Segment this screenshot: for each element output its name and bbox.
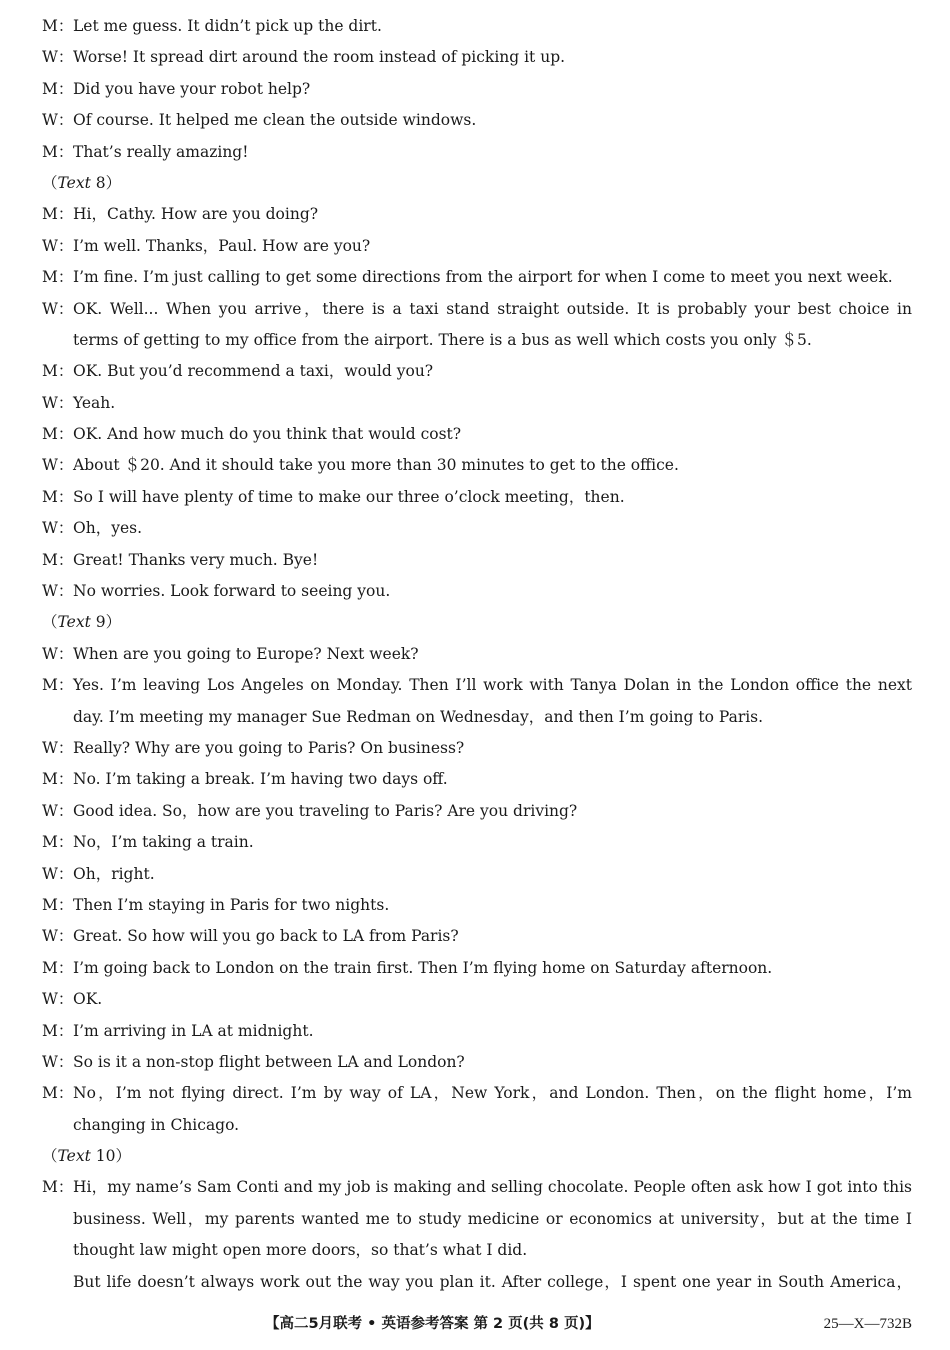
dialogue-text: No，I’m taking a train. bbox=[73, 833, 254, 852]
dialogue-text: Great. So how will you go back to LA from Paris? bbox=[73, 927, 459, 946]
dialogue-line bbox=[42, 733, 912, 764]
dialogue-line bbox=[42, 576, 912, 607]
speaker-label: M： bbox=[42, 1021, 74, 1040]
speaker-label: W： bbox=[42, 299, 74, 318]
dialogue-text: Oh，right. bbox=[73, 864, 155, 883]
dialogue-line bbox=[42, 796, 912, 827]
dialogue-line bbox=[42, 199, 912, 230]
speaker-label: W： bbox=[42, 990, 74, 1009]
speaker-label: M： bbox=[42, 770, 74, 789]
dialogue-continuation-line bbox=[42, 1110, 912, 1141]
dialogue-line bbox=[42, 1172, 912, 1203]
dialogue-line bbox=[42, 356, 912, 387]
section-paren: （ bbox=[42, 613, 58, 632]
dialogue-line bbox=[42, 639, 912, 670]
dialogue-text: So I will have plenty of time to make our three o’clock meeting，then. bbox=[73, 487, 625, 506]
dialogue-text: No，I’m not flying direct. I’m by way of LA，New York，and London. Then，on the flight home，I’m bbox=[73, 1084, 912, 1103]
dialogue-line bbox=[42, 764, 912, 795]
speaker-label: W： bbox=[42, 927, 74, 946]
speaker-label: M： bbox=[42, 142, 74, 161]
dialogue-text: thought law might open more doors，so that’s what I did. bbox=[73, 1241, 528, 1260]
section-header bbox=[42, 168, 912, 199]
dialogue-line bbox=[42, 450, 912, 481]
dialogue-line bbox=[42, 11, 912, 42]
dialogue-text: I’m going back to London on the train first. Then I’m flying home on Saturday afternoon. bbox=[73, 958, 773, 977]
speaker-label: W： bbox=[42, 582, 74, 601]
dialogue-text: Hi，my name’s Sam Conti and my job is making and selling chocolate. People often ask how I got into this bbox=[73, 1178, 912, 1197]
speaker-label: W： bbox=[42, 864, 74, 883]
dialogue-text: OK. But you’d recommend a taxi，would you? bbox=[73, 362, 434, 381]
speaker-label: M： bbox=[42, 362, 74, 381]
speaker-label: M： bbox=[42, 550, 74, 569]
dialogue-text: No. I’m taking a break. I’m having two days off. bbox=[73, 770, 448, 789]
dialogue-text: Of course. It helped me clean the outside windows. bbox=[73, 111, 477, 130]
dialogue-text: Yes. I’m leaving Los Angeles on Monday. Then I’ll work with Tanya Dolan in the London office the next bbox=[73, 676, 912, 695]
dialogue-line bbox=[42, 105, 912, 136]
dialogue-text: OK. bbox=[73, 990, 103, 1009]
dialogue-text: OK. And how much do you think that would cost? bbox=[73, 425, 462, 444]
section-label: Text bbox=[57, 173, 91, 192]
dialogue-text: changing in Chicago. bbox=[73, 1115, 240, 1134]
dialogue-text: Hi，Cathy. How are you doing? bbox=[73, 205, 319, 224]
section-paren: （ bbox=[42, 173, 58, 192]
section-label: Text bbox=[57, 613, 91, 632]
dialogue-text: Oh，yes. bbox=[73, 519, 143, 538]
dialogue-text: I’m arriving in LA at midnight. bbox=[73, 1021, 314, 1040]
speaker-label: M： bbox=[42, 268, 74, 287]
dialogue-text: When are you going to Europe? Next week? bbox=[73, 644, 419, 663]
dialogue-line bbox=[42, 231, 912, 262]
dialogue-text: Really? Why are you going to Paris? On business? bbox=[73, 738, 465, 757]
speaker-label: W： bbox=[42, 519, 74, 538]
speaker-label: M： bbox=[42, 895, 74, 914]
dialogue-continuation-line bbox=[42, 1204, 912, 1235]
dialogue-text: That’s really amazing! bbox=[73, 142, 249, 161]
speaker-label: W： bbox=[42, 456, 74, 475]
section-header bbox=[42, 607, 912, 638]
dialogue-line bbox=[42, 984, 912, 1015]
dialogue-continuation-line bbox=[42, 702, 912, 733]
dialogue-line bbox=[42, 827, 912, 858]
dialogue-line bbox=[42, 388, 912, 419]
dialogue-text: No worries. Look forward to seeing you. bbox=[73, 582, 391, 601]
dialogue-text: So is it a non-stop flight between LA and London? bbox=[73, 1052, 465, 1071]
dialogue-continuation-line bbox=[42, 325, 912, 356]
speaker-label: W： bbox=[42, 1052, 74, 1071]
speaker-label: W： bbox=[42, 48, 74, 67]
dialogue-text: terms of getting to my office from the airport. There is a bus as well which costs you only ＄5. bbox=[73, 330, 812, 349]
speaker-label: M： bbox=[42, 425, 74, 444]
section-header bbox=[42, 1141, 912, 1172]
dialogue-line bbox=[42, 42, 912, 73]
dialogue-line bbox=[42, 294, 912, 325]
dialogue-text: But life doesn’t always work out the way you plan it. After college，I spent one year in South America， bbox=[73, 1272, 912, 1291]
dialogue-text: I’m well. Thanks，Paul. How are you? bbox=[73, 236, 371, 255]
dialogue-line bbox=[42, 262, 912, 293]
dialogue-line bbox=[42, 953, 912, 984]
section-number: 9） bbox=[90, 613, 122, 632]
speaker-label: W： bbox=[42, 801, 74, 820]
dialogue-line bbox=[42, 513, 912, 544]
speaker-label: M： bbox=[42, 833, 74, 852]
dialogue-text: Good idea. So，how are you traveling to Paris? Are you driving? bbox=[73, 801, 578, 820]
speaker-label: M： bbox=[42, 1178, 74, 1197]
speaker-label: M： bbox=[42, 487, 74, 506]
speaker-label: M： bbox=[42, 1084, 74, 1103]
dialogue-line bbox=[42, 921, 912, 952]
speaker-label: W： bbox=[42, 236, 74, 255]
speaker-label: M： bbox=[42, 17, 74, 35]
dialogue-text: About ＄20. And it should take you more than 30 minutes to get to the office. bbox=[73, 456, 679, 475]
speaker-label: W： bbox=[42, 111, 74, 130]
dialogue-line bbox=[42, 419, 912, 450]
dialogue-text: Did you have your robot help? bbox=[73, 79, 311, 98]
speaker-label: M： bbox=[42, 205, 74, 224]
dialogue-line bbox=[42, 1078, 912, 1109]
dialogue-line bbox=[42, 545, 912, 576]
speaker-label: W： bbox=[42, 738, 74, 757]
dialogue-text: day. I’m meeting my manager Sue Redman on Wednesday，and then I’m going to Paris. bbox=[73, 707, 764, 726]
section-number: 8） bbox=[90, 173, 122, 192]
speaker-label: M： bbox=[42, 79, 74, 98]
dialogue-text: Worse! It spread dirt around the room instead of picking it up. bbox=[73, 48, 566, 67]
dialogue-text: Yeah. bbox=[73, 393, 116, 412]
speaker-label: M： bbox=[42, 676, 74, 695]
section-label: Text bbox=[57, 1147, 91, 1166]
section-number: 10） bbox=[90, 1147, 131, 1166]
speaker-label: W： bbox=[42, 393, 74, 412]
dialogue-line bbox=[42, 1047, 912, 1078]
section-paren: （ bbox=[42, 1147, 58, 1166]
dialogue-line bbox=[42, 670, 912, 701]
dialogue-text: Great! Thanks very much. Bye! bbox=[73, 550, 319, 569]
dialogue-text: I’m fine. I’m just calling to get some directions from the airport for when I come to meet you next week. bbox=[73, 268, 893, 287]
dialogue-text: business. Well，my parents wanted me to study medicine or economics at university，but at the time I bbox=[73, 1209, 912, 1228]
speaker-label: W： bbox=[42, 644, 74, 663]
dialogue-text: OK. Well... When you arrive，there is a taxi stand straight outside. It is probably your best choice in bbox=[73, 299, 912, 318]
footer-title: 【高二5月联考 • 英语参考答案 第 2 页(共 8 页)】 bbox=[265, 1316, 600, 1332]
dialogue-continuation-line bbox=[42, 1267, 912, 1298]
dialogue-continuation-line bbox=[42, 1235, 912, 1266]
page-footer bbox=[0, 1311, 950, 1337]
dialogue-line bbox=[42, 890, 912, 921]
dialogue-line bbox=[42, 74, 912, 105]
dialogue-line bbox=[42, 137, 912, 168]
document-body bbox=[42, 11, 912, 1298]
dialogue-text: Let me guess. It didn’t pick up the dirt. bbox=[73, 17, 382, 35]
dialogue-line bbox=[42, 859, 912, 890]
dialogue-line bbox=[42, 482, 912, 513]
dialogue-line bbox=[42, 1016, 912, 1047]
dialogue-text: Then I’m staying in Paris for two nights. bbox=[73, 895, 390, 914]
footer-code: 25—X—732B bbox=[823, 1316, 912, 1332]
speaker-label: M： bbox=[42, 958, 74, 977]
